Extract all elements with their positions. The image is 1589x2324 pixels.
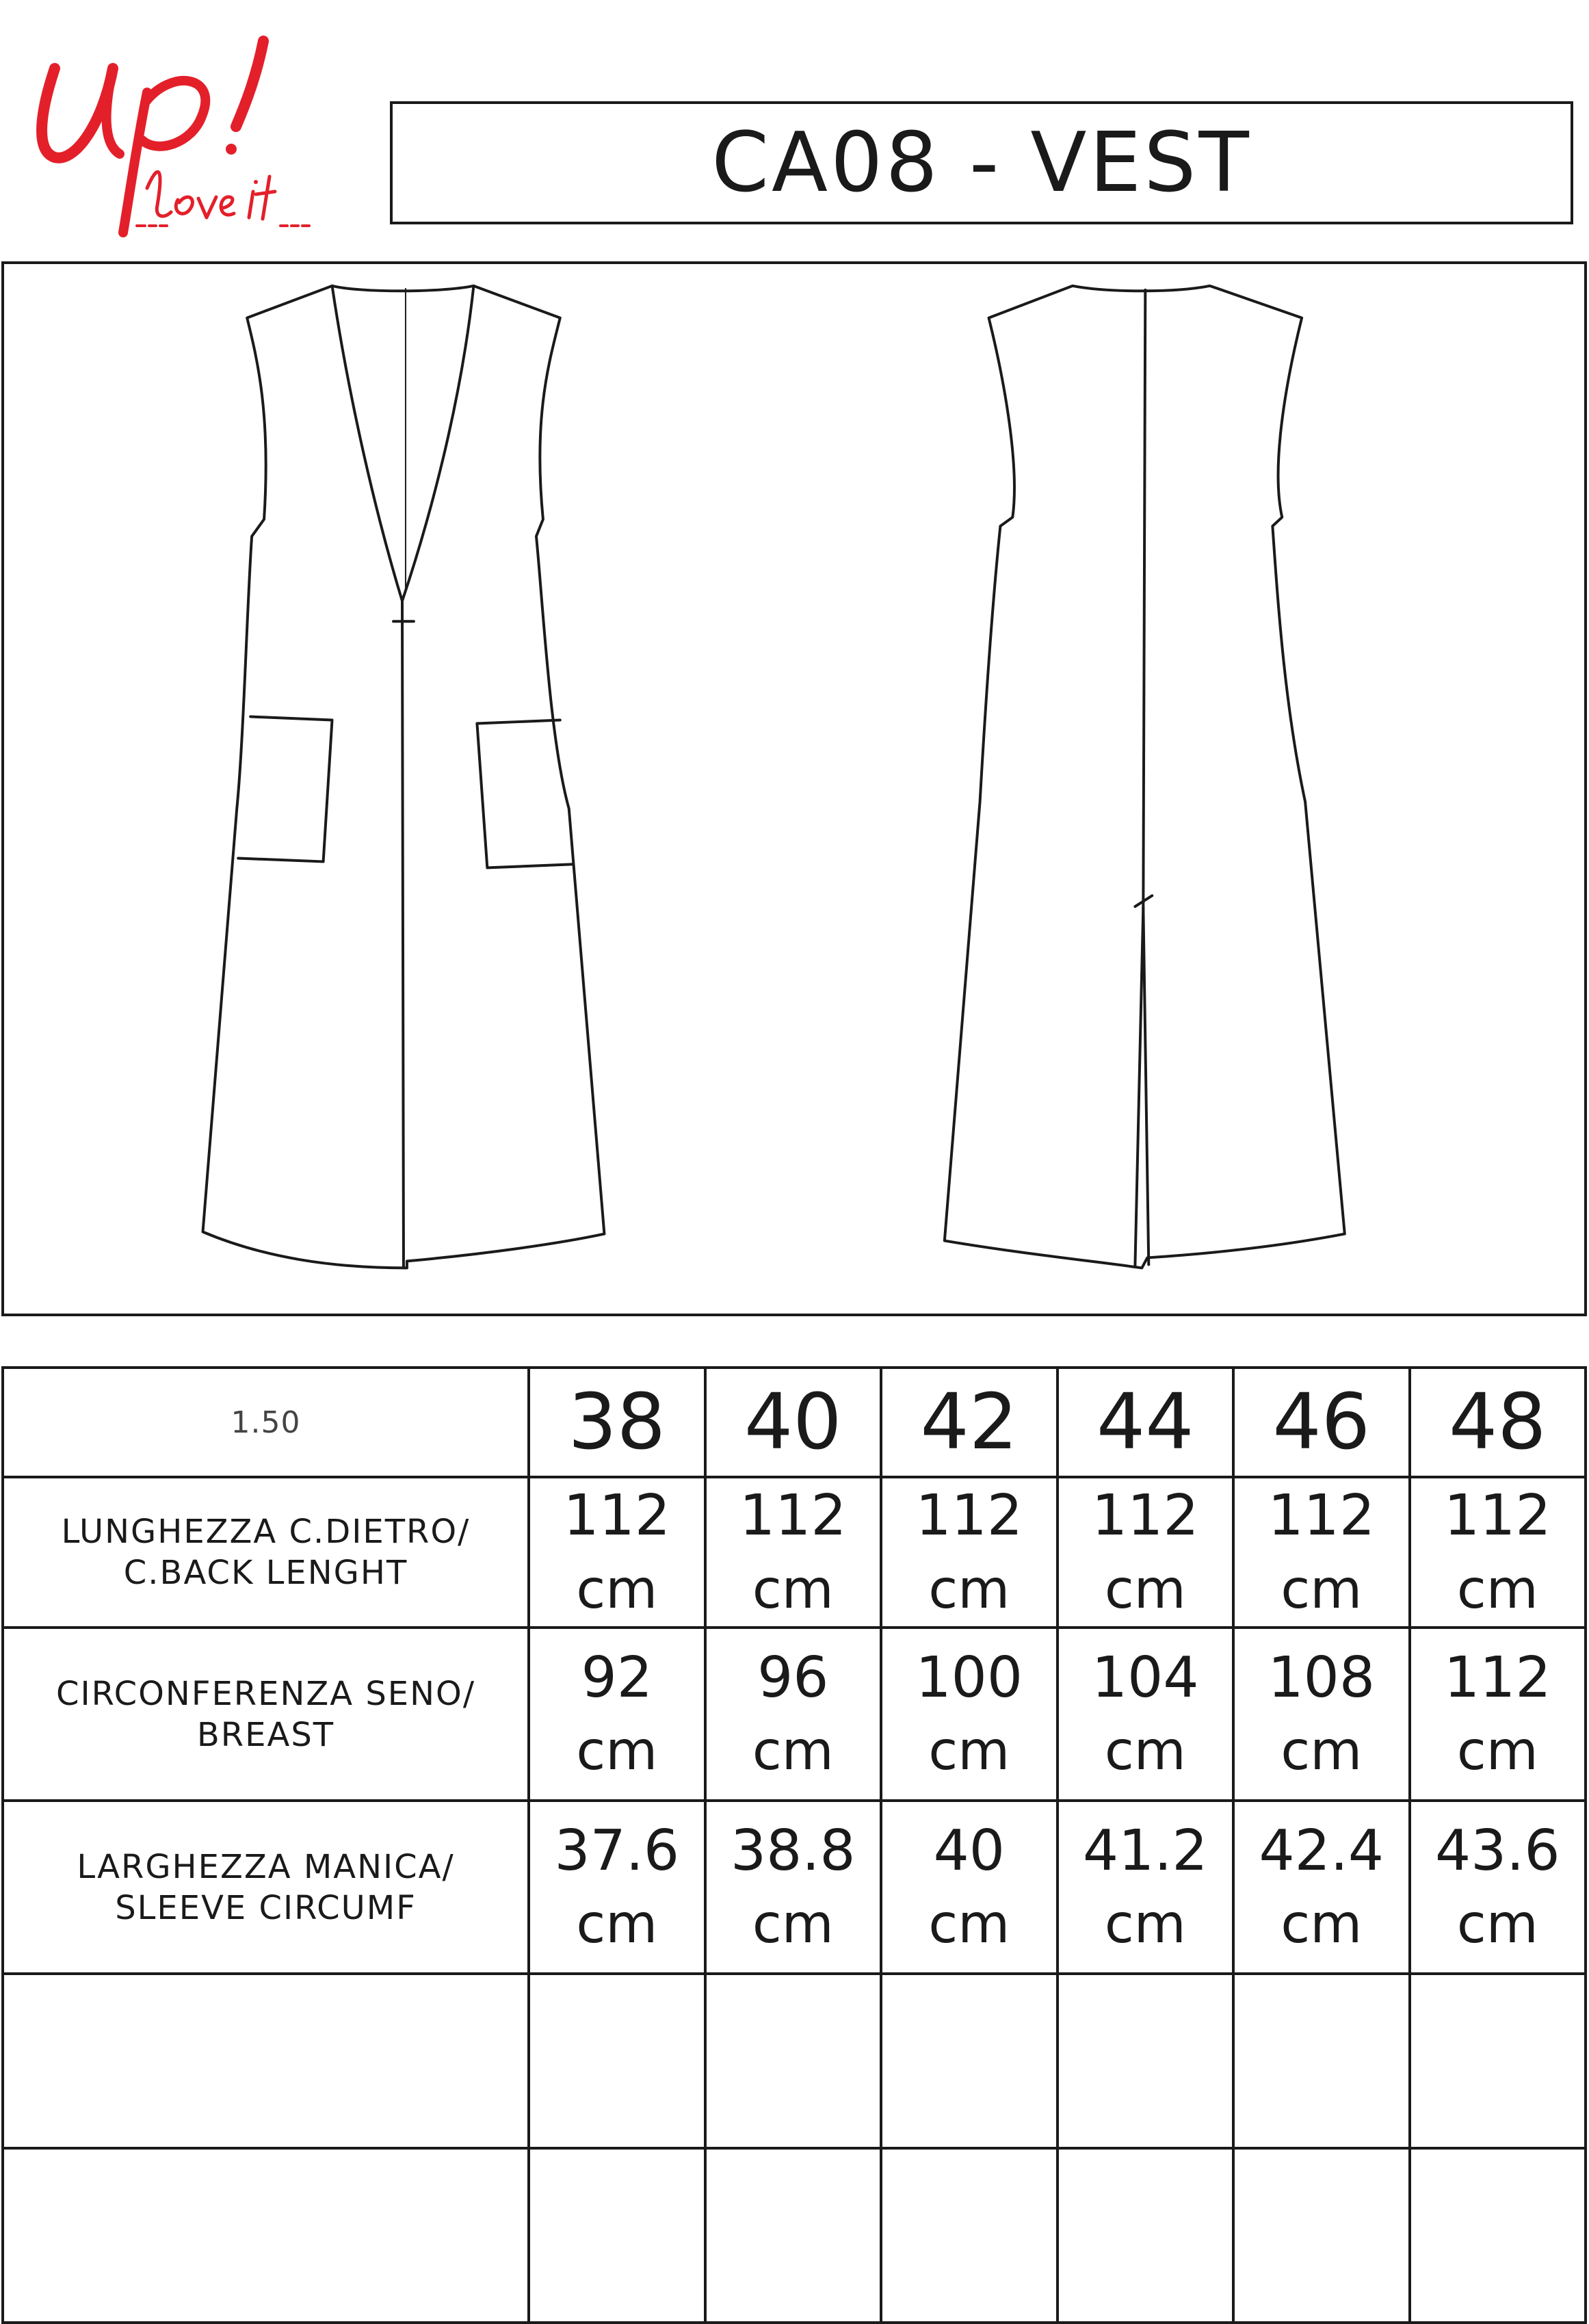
vest-back-drawing-icon bbox=[945, 286, 1345, 1268]
table-row-sleeve bbox=[3, 1801, 1586, 1974]
size-38-header: 38 bbox=[529, 1368, 705, 1477]
empty-cell bbox=[1233, 1974, 1410, 2148]
empty-cell bbox=[705, 1974, 882, 2148]
table-cell: 96 cm bbox=[705, 1628, 882, 1801]
table-cell: 37.6 cm bbox=[529, 1801, 705, 1974]
empty-cell bbox=[529, 2148, 705, 2323]
table-cell: 38.8 cm bbox=[705, 1801, 882, 1974]
empty-cell bbox=[1410, 1974, 1586, 2148]
row-label: CIRCONFERENZA SENO/ BREAST bbox=[3, 1628, 529, 1801]
row-label: LUNGHEZZA C.DIETRO/ C.BACK LENGHT bbox=[3, 1477, 529, 1628]
table-row-empty bbox=[3, 2148, 1586, 2323]
table-cell: 112 cm bbox=[1410, 1628, 1586, 1801]
empty-cell bbox=[881, 1974, 1058, 2148]
table-cell: 100 cm bbox=[881, 1628, 1058, 1801]
table-cell: 112 cm bbox=[1410, 1477, 1586, 1628]
empty-cell bbox=[1058, 2148, 1234, 2323]
empty-cell bbox=[881, 2148, 1058, 2323]
empty-cell bbox=[705, 2148, 882, 2323]
row-label: LARGHEZZA MANICA/ SLEEVE CIRCUMF bbox=[3, 1801, 529, 1974]
size-40-header: 40 bbox=[705, 1368, 882, 1477]
scale-ratio: 1.50 bbox=[3, 1368, 529, 1477]
table-row-breast bbox=[3, 1628, 1586, 1801]
table-header-row bbox=[3, 1368, 1586, 1477]
table-row-back-length bbox=[3, 1477, 1586, 1628]
empty-cell bbox=[1058, 1974, 1234, 2148]
vest-front-drawing-icon bbox=[203, 286, 605, 1268]
empty-cell bbox=[1233, 2148, 1410, 2323]
empty-cell bbox=[3, 1974, 529, 2148]
empty-cell bbox=[1410, 2148, 1586, 2323]
table-cell: 108 cm bbox=[1233, 1628, 1410, 1801]
size-46-header: 46 bbox=[1233, 1368, 1410, 1477]
size-44-header: 44 bbox=[1058, 1368, 1234, 1477]
product-title: CA08 - VEST bbox=[711, 115, 1252, 211]
size-48-header: 48 bbox=[1410, 1368, 1586, 1477]
size-42-header: 42 bbox=[881, 1368, 1058, 1477]
table-cell: 112 cm bbox=[1233, 1477, 1410, 1628]
table-row-empty bbox=[3, 1974, 1586, 2148]
title-box bbox=[390, 101, 1573, 224]
empty-cell bbox=[529, 1974, 705, 2148]
table-cell: 42.4 cm bbox=[1233, 1801, 1410, 1974]
table-cell: 92 cm bbox=[529, 1628, 705, 1801]
table-cell: 112 cm bbox=[705, 1477, 882, 1628]
table-cell: 112 cm bbox=[1058, 1477, 1234, 1628]
size-chart-table bbox=[1, 1366, 1587, 2324]
table-cell: 41.2 cm bbox=[1058, 1801, 1234, 1974]
empty-cell bbox=[3, 2148, 529, 2323]
drawing-panel bbox=[1, 261, 1587, 1316]
table-cell: 112 cm bbox=[881, 1477, 1058, 1628]
table-cell: 40 cm bbox=[881, 1801, 1058, 1974]
table-cell: 104 cm bbox=[1058, 1628, 1234, 1801]
table-cell: 43.6 cm bbox=[1410, 1801, 1586, 1974]
brand-logo bbox=[27, 27, 342, 239]
up-love-it-logo-icon bbox=[27, 27, 342, 239]
table-cell: 112 cm bbox=[529, 1477, 705, 1628]
